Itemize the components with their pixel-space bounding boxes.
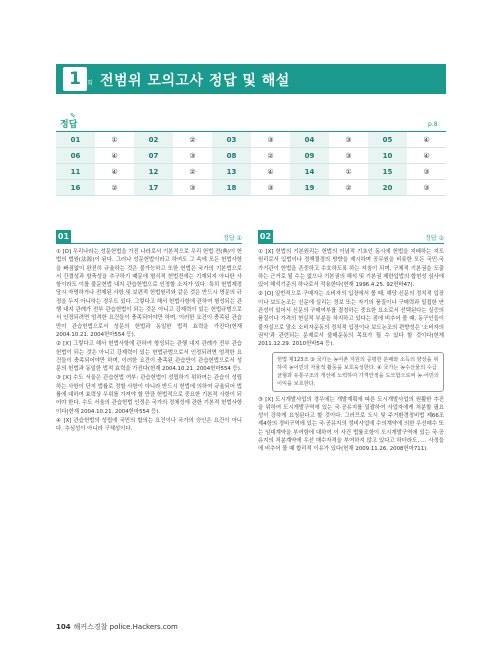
answer-choice: ③	[329, 148, 368, 164]
answer-choice: ④	[407, 132, 446, 148]
answer-question-number: 10	[368, 148, 407, 164]
answer-question-number: 04	[290, 132, 329, 148]
page-title: 전범위 모의고사 정답 및 해설	[100, 73, 290, 89]
answer-choice: ②	[251, 148, 290, 164]
exam-number: 1	[63, 67, 87, 91]
question-number: 02	[258, 230, 273, 244]
answer-row	[56, 164, 446, 180]
answer-row	[56, 132, 446, 148]
question-01-header	[56, 230, 242, 244]
answer-question-number: 19	[290, 180, 329, 196]
section-banner	[56, 64, 446, 94]
answer-choice: ②	[329, 180, 368, 196]
answer-question-number: 11	[56, 164, 95, 180]
answer-key-table	[56, 131, 446, 196]
footer-brand: 해커스경찰 police.Hackers.com	[73, 623, 178, 631]
answer-question-number: 20	[368, 180, 407, 196]
question-answer: 정답 ①	[223, 235, 242, 242]
constitution-article-box: 헌법 제123조 ③ 국가는 농어촌 자원의 공평한 분배와 소득의 향상을 위하여 농어민의 자율적 활동을 보호육성한다. ④ 국가는 농수산물의 수급균형과 유통구조의 개선에 노력하여 가격안정을 도모함으로써 농·어민의 이익을 보호한다.	[272, 352, 444, 392]
answer-question-number: 14	[290, 164, 329, 180]
answer-choice: ②	[173, 132, 212, 148]
answer-choice: ②	[95, 180, 134, 196]
answer-choice: ④	[95, 148, 134, 164]
answer-question-number: 08	[212, 148, 251, 164]
question-01-explanation	[56, 230, 242, 435]
answer-key-label: 정답	[60, 120, 78, 130]
explanation-paragraph: ① [X] 헌법의 기본원리는 헌법의 이념적 기초인 동시에 헌법을 지배하는 지도원리로서 입법이나 정책결정의 방향을 제시하며 공무원을 비롯한 모든 국민·국가기관이 헌법을 존중하고 수호하도록 하는 지침이 되며, 구체적 기본권을 도출하는 근거로 될 수는 없으나 기본권의 해석 및 기본권 제한입법의 합헌성 심사에 있어 해석기준의 하나로서 작용한다(헌재 1996.4.25. 92헌바47).	[258, 249, 444, 289]
answer-question-number: 05	[368, 132, 407, 148]
answer-choice: ③	[173, 148, 212, 164]
answer-key-page-ref: p.8	[428, 121, 438, 128]
answer-question-number: 03	[212, 132, 251, 148]
pencil-icon: ✎	[70, 112, 76, 120]
answer-question-number: 16	[56, 180, 95, 196]
explanation-paragraph: ③ [X] 수도 서울은 관습헌법 여부: 관습헌법이 성립하기 위하여는 관습이 성립하는 사항이 단지 법률로 정할 사항이 아니라 반드시 헌법에 의하여 규율되어 법률에 대하여 효력상 우위를 가져야 할 만큼 헌법적으로 중요한 기본적 사항이 되어야 한다. 수도 서울의 관습헌법 인정은 국가의 정체성에 관한 기본적 헌법사항이다(헌재 2004.10.21. 2004헌마554 등).	[56, 375, 242, 415]
explanation-paragraph: ② [X] 그렇다고 해서 헌법사항에 관하여 형성되는 관행 내지 관례가 전부 관습헌법이 되는 것은 아니고 강제력이 있는 헌법규범으로서 인정되려면 엄격한 요건들이 충족되어야만 하며, 이러한 요건이 충족된 관습만이 관습헌법으로서 성문의 헌법과 동일한 법적 효력을 가진다(헌재 2004.10.21. 2004헌마554 등).	[56, 341, 242, 373]
answer-choice: ③	[251, 132, 290, 148]
answer-question-number: 06	[56, 148, 95, 164]
answer-choice: ①	[329, 164, 368, 180]
page-number: 104	[56, 623, 71, 631]
question-answer: 정답 ②	[425, 235, 444, 242]
answer-row	[56, 148, 446, 164]
explanation-paragraph: ② [O] 일반적으로 구매자는 소비자의 입장에서 볼 때, 해당 신문의 정치적 입장이나 보도논조는 신문에 실리는 정보 또는 자기의 품질이나 구매력과 밀접한 연관성이 있어서 신문의 구매여부를 결정하는 중요한 요소로서 선택된다는 실증의 품질이나 가격의 현실적 부분을 차지하고 있다는 점에 비추어 볼 때, 동구인들이 불자실으로 말소 소비자운동의 정치적 입장이나 보도논조의 편향성은 '소비자의 권익'과 관련되는 문제로서 불매운동의 목표가 될 수 있다 할 것이다(헌재 2011.12.29. 2010헌바54 등).	[258, 291, 444, 348]
explanation-paragraph: ③ [X] 도시개발사업의 경우에는 개발계획에 따른 도시개발사업의 원활한 추진을 위하여 도시개발구역에 있는 국·공유지를 일괄하여 사업자에게 처분할 필요성이 강하게 요청된다고 할 것이다. 그러므로 도시 및 주거환경정비법 제66조 제4항의 정비구역에 있는 국·공유지의 정비사업에 수의계약에 의한 우선매수 또는 임대계약을 부여함에 대하여 이 사건 법률조항이 도시개발구역에 있는 국·공유지의 처분계약에 우선 매수자격을 부여하지 않고 있다고 하더라도, … 사정들에 비추어 볼 때 합리적 이유가 있다(헌재 2009.11.26. 2008헌마711).	[258, 396, 444, 453]
question-number: 01	[56, 230, 71, 244]
answer-choice: ③	[407, 180, 446, 196]
answer-choice: ③	[329, 132, 368, 148]
answer-question-number: 18	[212, 180, 251, 196]
answer-question-number: 02	[134, 132, 173, 148]
answer-question-number: 01	[56, 132, 95, 148]
answer-row	[56, 180, 446, 196]
exam-number-suffix: 회	[87, 80, 93, 87]
answer-choice: ②	[173, 164, 212, 180]
page-footer	[56, 622, 178, 632]
answer-choice: ④	[407, 148, 446, 164]
explanation-paragraph: ④ [X] 관습헌법의 성립에 국민의 합의는 요건이나 국가의 승인은 요건이 아니다. 추심성이 아니라 구체성이다.	[56, 417, 242, 433]
answer-choice: ④	[95, 164, 134, 180]
answer-choice: ③	[407, 164, 446, 180]
answer-question-number: 09	[290, 148, 329, 164]
question-02-header	[258, 230, 444, 244]
answer-choice: ①	[95, 132, 134, 148]
answer-question-number: 07	[134, 148, 173, 164]
answer-question-number: 17	[134, 180, 173, 196]
answer-question-number: 12	[134, 164, 173, 180]
answer-choice: ③	[173, 180, 212, 196]
answer-question-number: 13	[212, 164, 251, 180]
answer-choice: ③	[251, 180, 290, 196]
answer-choice: ④	[251, 164, 290, 180]
explanation-paragraph: ① [O] 우리나라는 성문헌법을 가진 나라로서 기본적으로 우리 헌법 전(典)이 헌법의 법원(法源)이 된다. 그러나 성문헌법이라고 하여도 그 속에 모든 헌법사항을 빠짐없이 완전히 규율하는 것은 불가능하고 또한 헌법은 국가의 기본법으로서 간결성과 함축성을 추구하기 때문에 형식적 헌법전에는 기재되지 아니한 사항이라도 이를 불문헌법 내지 관습헌법으로 인정할 소지가 있다. 특히 헌법제정 당시 자명하거나 전제된 사항 및 보편적 헌법원리와 같은 것은 반드시 명문의 규정을 두지 아니하는 경우도 있다. 그렇다고 해서 헌법사항에 관하여 형성되는 관행 내지 관례가 전부 관습헌법이 되는 것은 아니고 강제력이 있는 헌법규범으로서 인정되려면 엄격한 요건들이 충족되어야만 하며, 이러한 요건이 충족된 관습만이 관습헌법으로서 성문의 헌법과 동일한 법적 효력을 가진다(헌재 2004.10.21. 2004헌마554 등).	[56, 249, 242, 338]
answer-question-number: 15	[368, 164, 407, 180]
question-02-explanation	[258, 230, 444, 455]
